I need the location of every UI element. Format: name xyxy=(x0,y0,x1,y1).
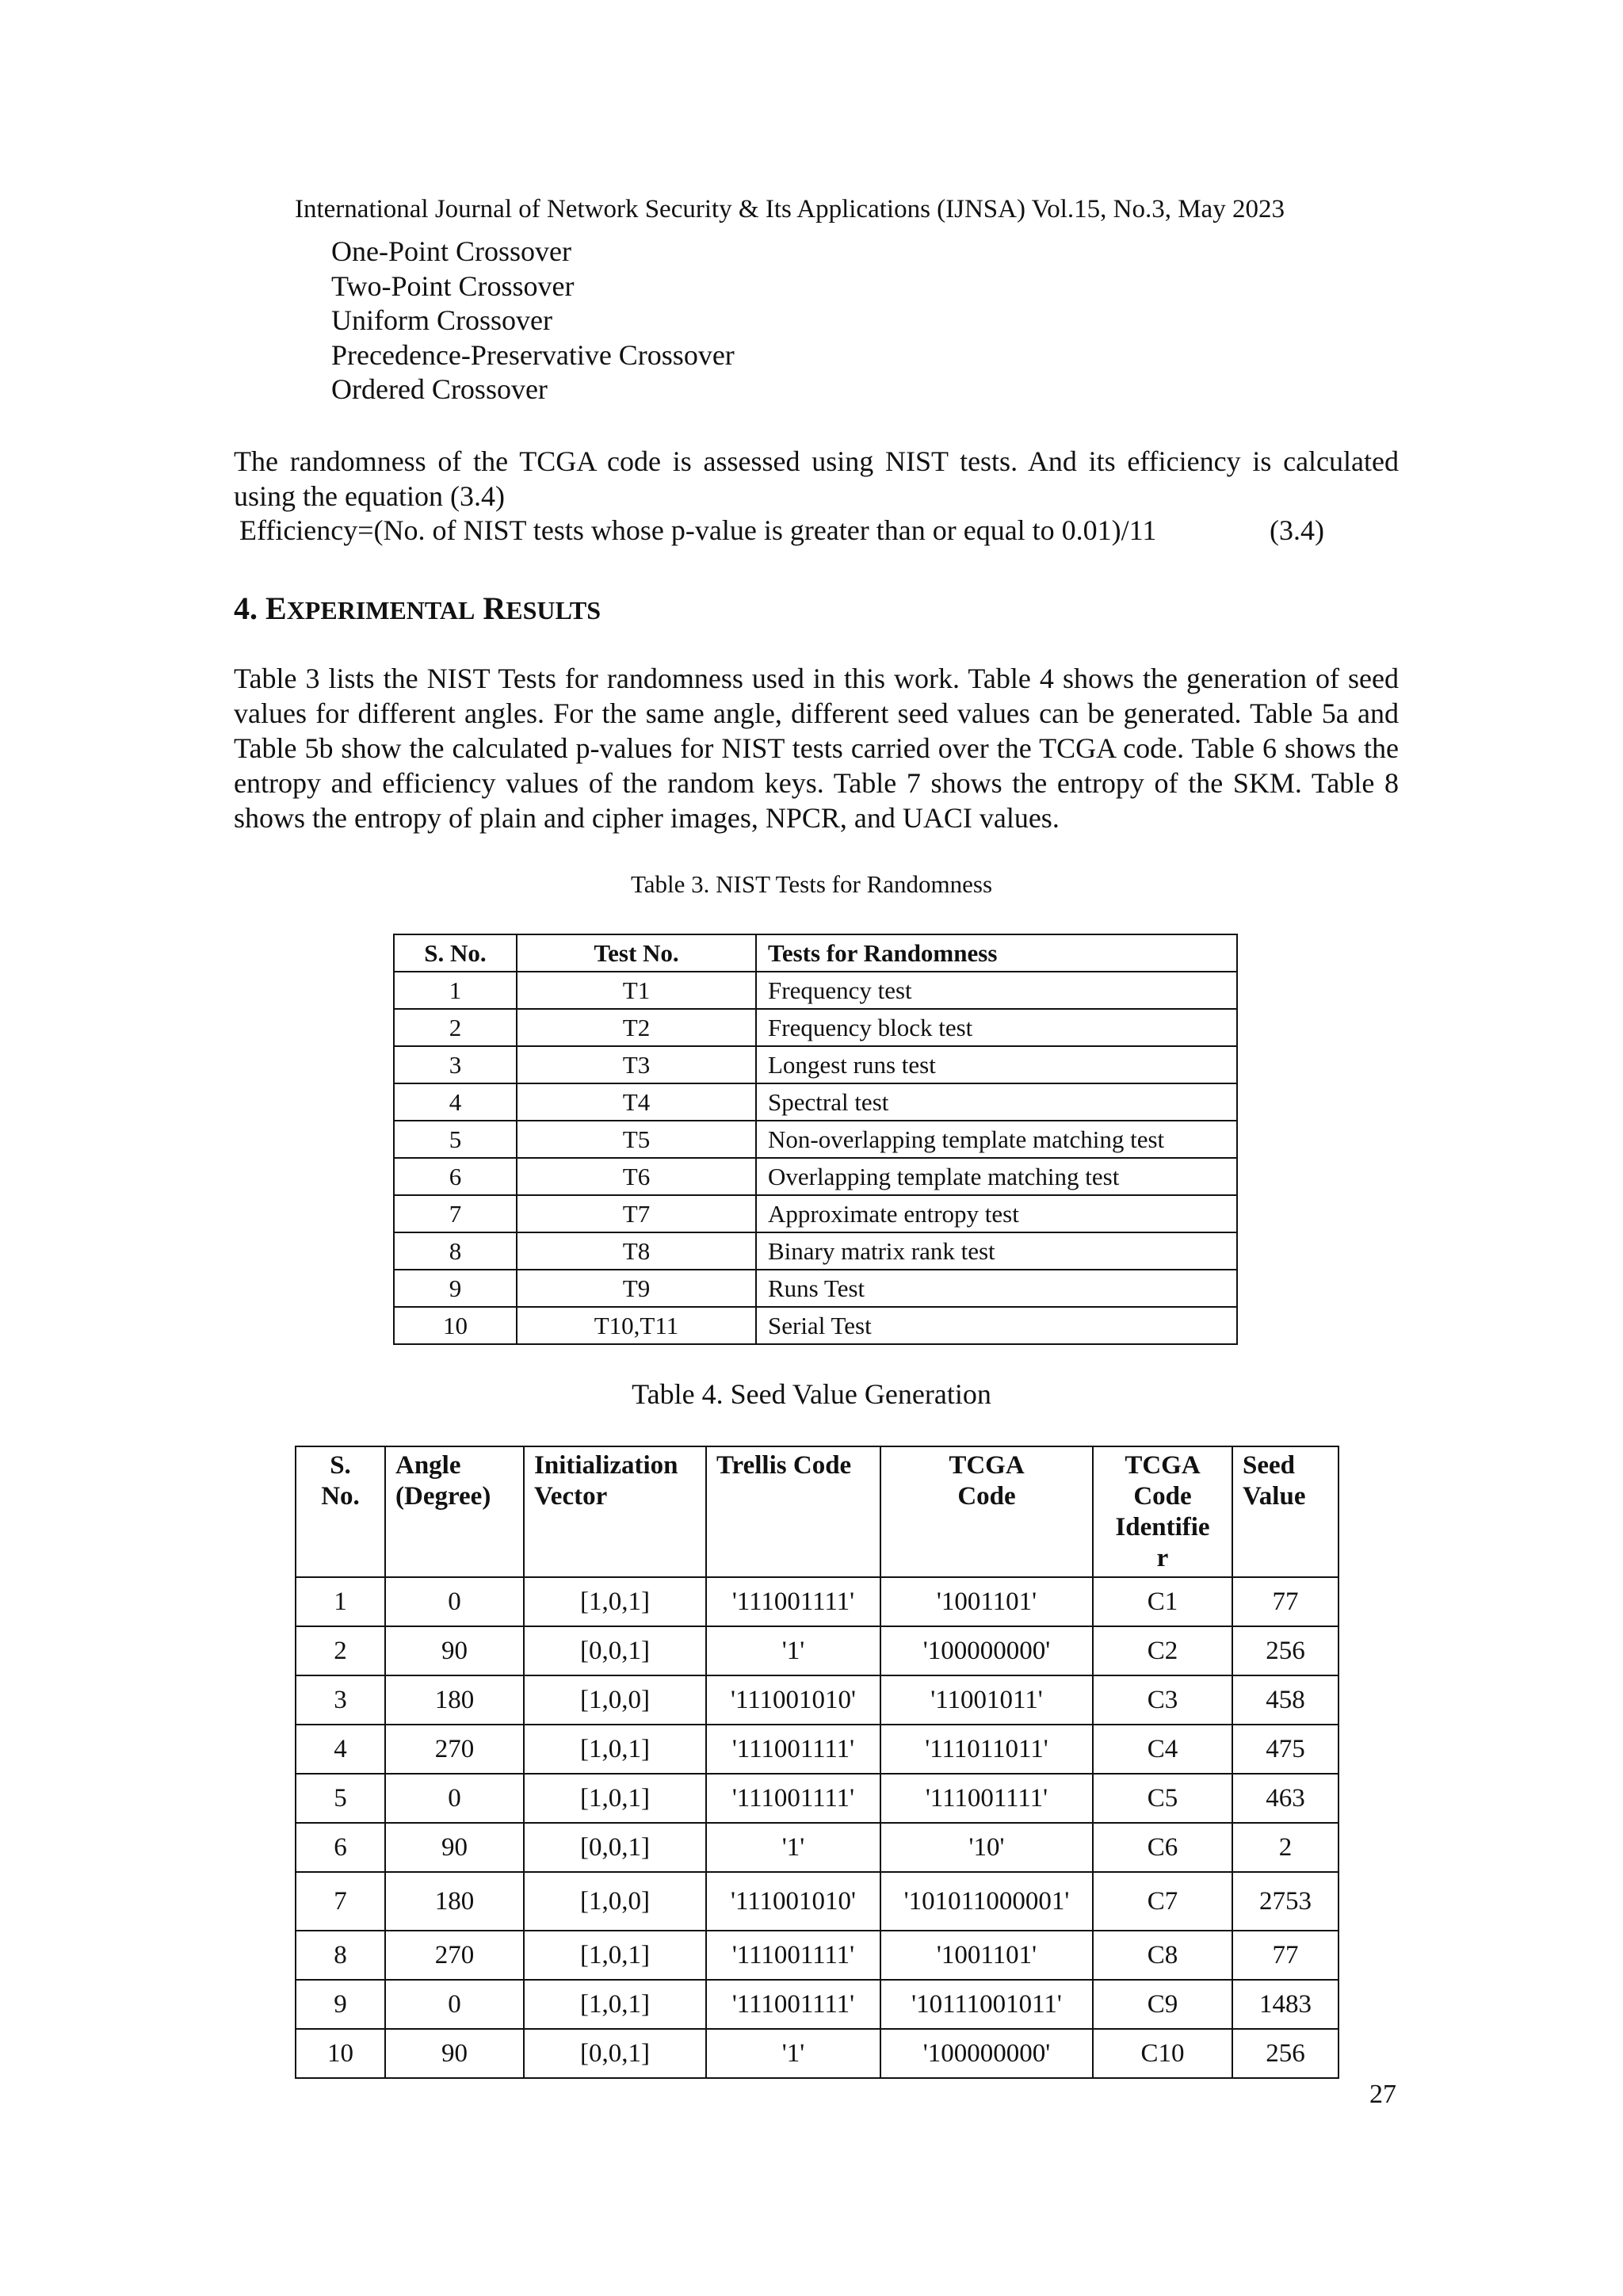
table-cell: '100000000' xyxy=(880,2029,1093,2078)
table-cell: 90 xyxy=(385,1626,524,1675)
table-row xyxy=(394,972,1237,1009)
efficiency-equation: Efficiency=(No. of NIST tests whose p-value is greater than or equal to 0.01)/11 xyxy=(239,514,1157,546)
table-cell: C5 xyxy=(1093,1774,1232,1823)
table-cell: C10 xyxy=(1093,2029,1232,2078)
table-row xyxy=(394,1232,1237,1270)
table-row xyxy=(394,1195,1237,1232)
table-cell: 2 xyxy=(394,1009,517,1046)
table-header-row xyxy=(296,1446,1338,1577)
paragraph-results: Table 3 lists the NIST Tests for randomness used in this work. Table 4 shows the generation of seed values for different angles. For the same angle, different seed values can be generated. Table 5a and Table 5b show the calculated p-values for NIST tests carried over the TCGA code. Table 6 shows the entropy and efficiency values of the random keys. Table 7 shows the entropy of the SKM. Table 8 shows the entropy of plain and cipher images, NPCR, and UACI values. xyxy=(234,663,1399,834)
table-cell: [0,0,1] xyxy=(524,2029,706,2078)
list-item: Two-Point Crossover xyxy=(331,269,575,302)
table-row xyxy=(394,1307,1237,1344)
table-cell: 256 xyxy=(1232,2029,1338,2078)
column-header: Angle (Degree) xyxy=(385,1446,524,1577)
table-row xyxy=(296,1725,1338,1774)
crossover-list xyxy=(331,235,735,407)
table-cell: T7 xyxy=(517,1195,756,1232)
journal-header: International Journal of Network Security & Its Applications (IJNSA) Vol.15, No.3, May 2023 xyxy=(295,195,1285,223)
table-cell: C7 xyxy=(1093,1872,1232,1931)
column-header: Trellis Code xyxy=(706,1446,880,1577)
table-row xyxy=(394,1270,1237,1307)
table-cell: '111001111' xyxy=(880,1774,1093,1823)
table-row xyxy=(296,1774,1338,1823)
table-cell: 5 xyxy=(394,1121,517,1158)
table-row xyxy=(394,1083,1237,1121)
equation-number: (3.4) xyxy=(1270,514,1324,546)
table-cell: [1,0,0] xyxy=(524,1675,706,1725)
table-cell: 0 xyxy=(385,1577,524,1626)
table-cell: C4 xyxy=(1093,1725,1232,1774)
table-cell: 10 xyxy=(394,1307,517,1344)
table-cell: '10' xyxy=(880,1823,1093,1872)
table3-nist-tests xyxy=(393,934,1238,1345)
table-row xyxy=(296,1872,1338,1931)
table-row xyxy=(296,1577,1338,1626)
table-cell: C1 xyxy=(1093,1577,1232,1626)
table-cell: 0 xyxy=(385,1774,524,1823)
table-cell: Frequency test xyxy=(756,972,1237,1009)
table-cell: Approximate entropy test xyxy=(756,1195,1237,1232)
table-cell: 8 xyxy=(394,1232,517,1270)
table-cell: 9 xyxy=(394,1270,517,1307)
table-cell: '111001111' xyxy=(706,1931,880,1980)
table-cell: 0 xyxy=(385,1980,524,2029)
table-cell: 7 xyxy=(394,1195,517,1232)
table-cell: T8 xyxy=(517,1232,756,1270)
table-cell: 1483 xyxy=(1232,1980,1338,2029)
table-cell: '111001111' xyxy=(706,1577,880,1626)
column-header: S. No. xyxy=(394,934,517,972)
table-cell: 90 xyxy=(385,1823,524,1872)
table-cell: '1001101' xyxy=(880,1577,1093,1626)
column-header: Seed Value xyxy=(1232,1446,1338,1577)
table-cell: [0,0,1] xyxy=(524,1626,706,1675)
table-cell: [1,0,1] xyxy=(524,1980,706,2029)
table-cell: 4 xyxy=(394,1083,517,1121)
table-cell: Runs Test xyxy=(756,1270,1237,1307)
column-header: TCGA Code Identifie r xyxy=(1093,1446,1232,1577)
table-cell: '101011000001' xyxy=(880,1872,1093,1931)
table-cell: Serial Test xyxy=(756,1307,1237,1344)
table-cell: T5 xyxy=(517,1121,756,1158)
table-cell: 180 xyxy=(385,1675,524,1725)
table-cell: C3 xyxy=(1093,1675,1232,1725)
table-row xyxy=(394,1158,1237,1195)
table-cell: Non-overlapping template matching test xyxy=(756,1121,1237,1158)
table-cell: Overlapping template matching test xyxy=(756,1158,1237,1195)
table-cell: T9 xyxy=(517,1270,756,1307)
list-item: Ordered Crossover xyxy=(331,373,548,405)
column-header: Test No. xyxy=(517,934,756,972)
table-cell: 77 xyxy=(1232,1577,1338,1626)
table-cell: 3 xyxy=(394,1046,517,1083)
table-cell: 180 xyxy=(385,1872,524,1931)
table-cell: 8 xyxy=(296,1931,385,1980)
table-cell: [1,0,1] xyxy=(524,1931,706,1980)
table-cell: 475 xyxy=(1232,1725,1338,1774)
table-cell: Longest runs test xyxy=(756,1046,1237,1083)
table-cell: '111001010' xyxy=(706,1872,880,1931)
table-row xyxy=(296,1980,1338,2029)
table-row xyxy=(296,1823,1338,1872)
table3-caption: Table 3. NIST Tests for Randomness xyxy=(630,870,993,898)
table-row xyxy=(296,2029,1338,2078)
table-cell: '1' xyxy=(706,1823,880,1872)
table-row xyxy=(296,1626,1338,1675)
table-row xyxy=(394,1121,1237,1158)
table-cell: C6 xyxy=(1093,1823,1232,1872)
table-cell: 463 xyxy=(1232,1774,1338,1823)
table-cell: 10 xyxy=(296,2029,385,2078)
table-cell: 4 xyxy=(296,1725,385,1774)
table-cell: 1 xyxy=(296,1577,385,1626)
table-cell: '1' xyxy=(706,1626,880,1675)
table-cell: '111001111' xyxy=(706,1980,880,2029)
table-cell: '1' xyxy=(706,2029,880,2078)
table-cell: T6 xyxy=(517,1158,756,1195)
column-header: Tests for Randomness xyxy=(756,934,1237,972)
table-cell: 77 xyxy=(1232,1931,1338,1980)
table-cell: T3 xyxy=(517,1046,756,1083)
table-cell: C9 xyxy=(1093,1980,1232,2029)
table4-seed-values xyxy=(295,1446,1339,2079)
table-cell: Frequency block test xyxy=(756,1009,1237,1046)
table-cell: 458 xyxy=(1232,1675,1338,1725)
table-cell: [1,0,1] xyxy=(524,1774,706,1823)
table-cell: 270 xyxy=(385,1931,524,1980)
table-cell: [1,0,1] xyxy=(524,1725,706,1774)
table-row xyxy=(296,1931,1338,1980)
table-cell: 5 xyxy=(296,1774,385,1823)
column-header: TCGA Code xyxy=(880,1446,1093,1577)
table-header-row xyxy=(394,934,1237,972)
table-row xyxy=(394,1009,1237,1046)
table-row xyxy=(394,1046,1237,1083)
table-cell: 2753 xyxy=(1232,1872,1338,1931)
column-header: Initialization Vector xyxy=(524,1446,706,1577)
table-cell: [1,0,1] xyxy=(524,1577,706,1626)
table-cell: 9 xyxy=(296,1980,385,2029)
table-cell: 1 xyxy=(394,972,517,1009)
table-cell: [1,0,0] xyxy=(524,1872,706,1931)
table-cell: Binary matrix rank test xyxy=(756,1232,1237,1270)
table-cell: '111001111' xyxy=(706,1725,880,1774)
table-cell: T4 xyxy=(517,1083,756,1121)
paragraph-randomness: The randomness of the TCGA code is assessed using NIST tests. And its efficiency is calculated using the equation (3.4) xyxy=(234,445,1399,512)
table-cell: [0,0,1] xyxy=(524,1823,706,1872)
table-cell: C2 xyxy=(1093,1626,1232,1675)
table-cell: 6 xyxy=(296,1823,385,1872)
table-cell: '1001101' xyxy=(880,1931,1093,1980)
table-cell: 3 xyxy=(296,1675,385,1725)
table-cell: 256 xyxy=(1232,1626,1338,1675)
table-cell: T10,T11 xyxy=(517,1307,756,1344)
list-item: Uniform Crossover xyxy=(331,304,552,336)
column-header: S. No. xyxy=(296,1446,385,1577)
table-cell: '111001111' xyxy=(706,1774,880,1823)
section-heading: 4. EXPERIMENTAL RESULTS xyxy=(234,590,601,626)
table-cell: C8 xyxy=(1093,1931,1232,1980)
table-cell: '100000000' xyxy=(880,1626,1093,1675)
table-cell: 2 xyxy=(1232,1823,1338,1872)
table-row xyxy=(296,1675,1338,1725)
table-cell: 90 xyxy=(385,2029,524,2078)
table-cell: '111001010' xyxy=(706,1675,880,1725)
page-number: 27 xyxy=(1369,2080,1396,2109)
table-cell: 270 xyxy=(385,1725,524,1774)
table-cell: Spectral test xyxy=(756,1083,1237,1121)
table-cell: 2 xyxy=(296,1626,385,1675)
table-cell: 7 xyxy=(296,1872,385,1931)
table-cell: '10111001011' xyxy=(880,1980,1093,2029)
table4-caption: Table 4. Seed Value Generation xyxy=(632,1378,991,1410)
list-item: One-Point Crossover xyxy=(331,235,571,267)
table-cell: T1 xyxy=(517,972,756,1009)
table-cell: '111011011' xyxy=(880,1725,1093,1774)
list-item: Precedence-Preservative Crossover xyxy=(331,338,735,371)
table-cell: 6 xyxy=(394,1158,517,1195)
table-cell: T2 xyxy=(517,1009,756,1046)
table-cell: '11001011' xyxy=(880,1675,1093,1725)
